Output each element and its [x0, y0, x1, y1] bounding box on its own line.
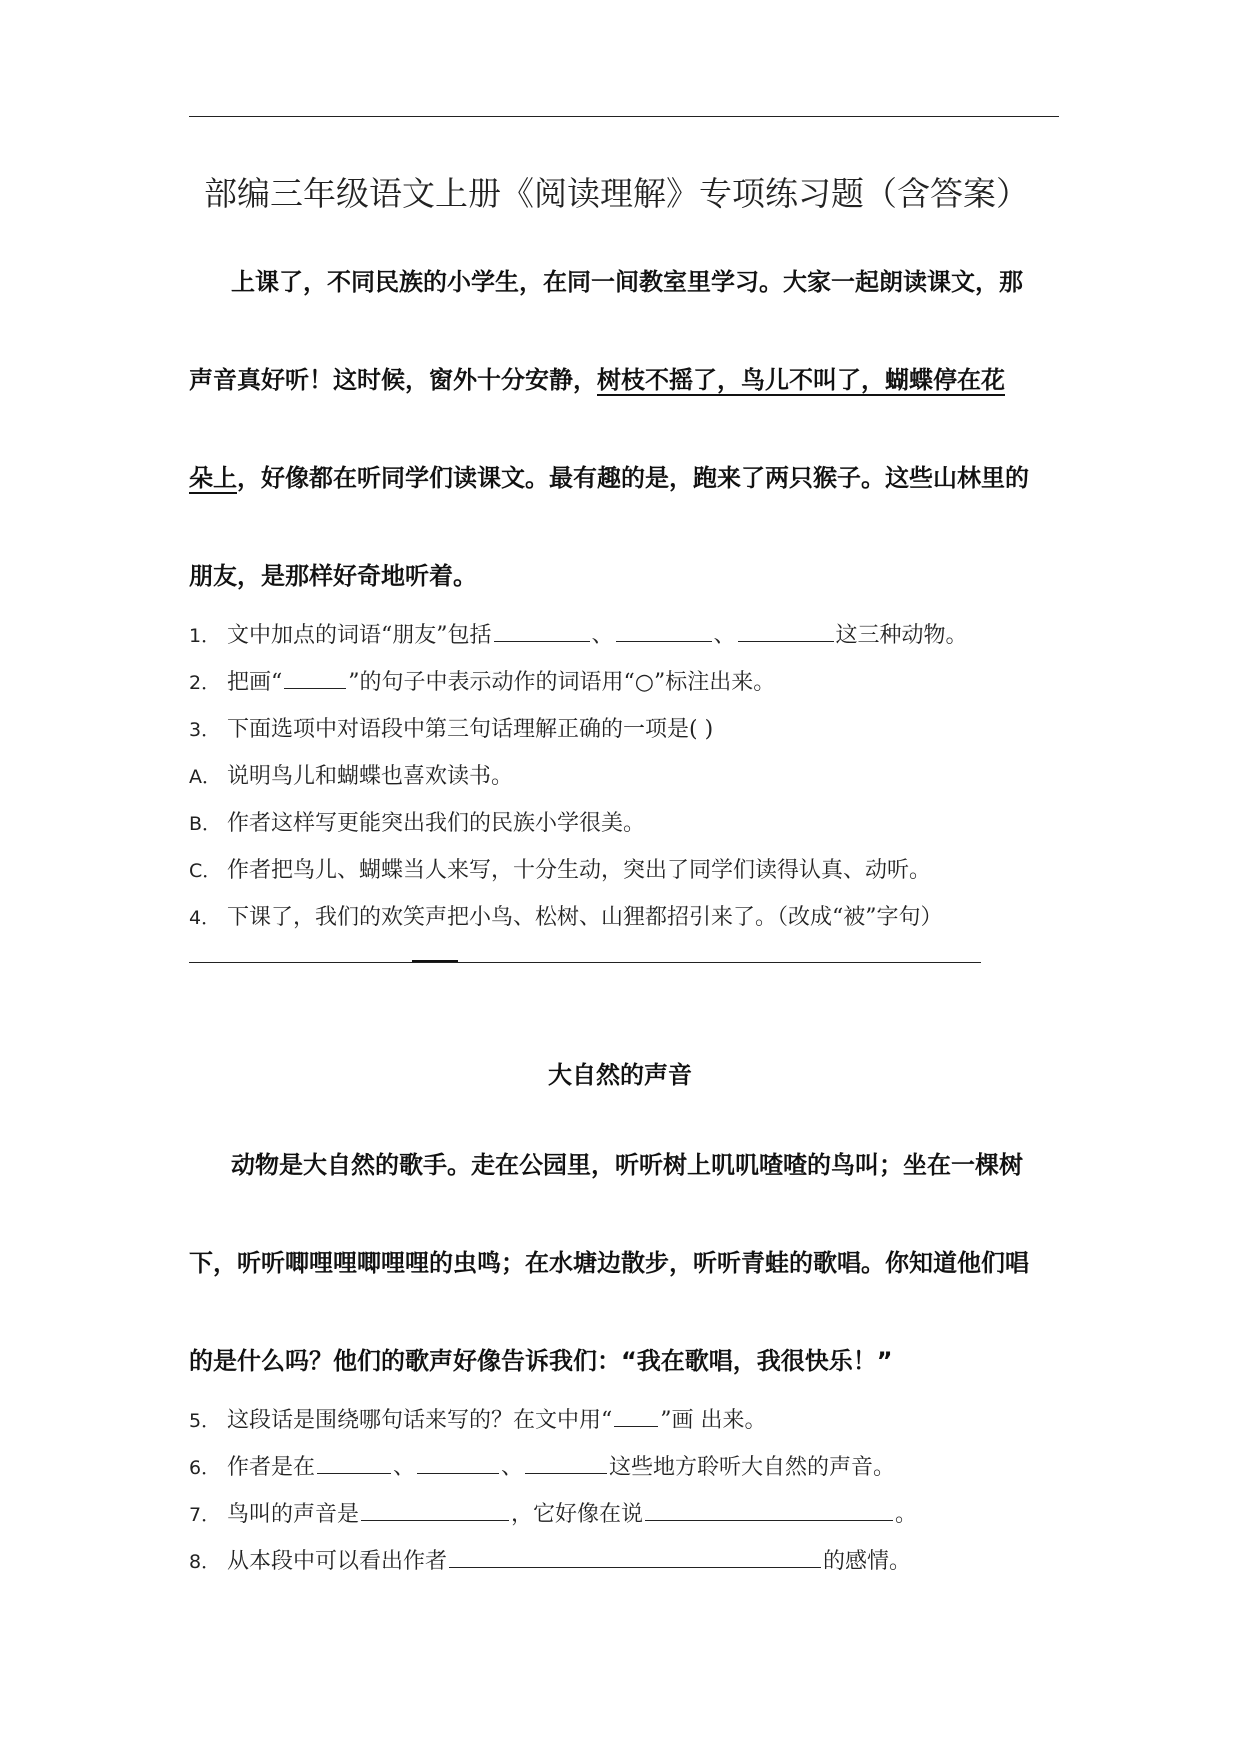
question-number: 1．: [189, 625, 221, 647]
passage2-line2: 下，听听唧哩哩唧哩哩的虫鸣；在水塘边散步，听听青蛙的歌唱。你知道他们唱: [189, 1249, 1029, 1277]
answer-blank[interactable]: [317, 1451, 391, 1474]
page-title: 部编三年级语文上册《阅读理解》专项练习题（含答案）: [204, 174, 1029, 213]
question-4: [189, 900, 943, 931]
passage1-line4: 朋友，是那样好奇地听着。: [189, 562, 477, 590]
underline-sample: [284, 666, 346, 689]
question-text: 鸟叫的声音是: [227, 1502, 360, 1527]
question-1: [189, 618, 968, 649]
question-text: 作者是在: [227, 1455, 316, 1480]
passage1-line3: [189, 458, 1029, 493]
question-number: 2．: [189, 672, 221, 694]
option-text: 作者这样写更能突出我们的民族小学很美。: [227, 811, 646, 836]
question-text: ”的句子中表示动作的词语用“○”标注出来。: [348, 670, 776, 695]
answer-line-mark: [412, 960, 458, 962]
question-text: 、: [591, 623, 614, 648]
question-8: [189, 1544, 911, 1575]
question-text: 下课了，我们的欢笑声把小鸟、松树、山狸都招引来了。（改成“被”字句）: [227, 905, 943, 930]
question-text: 。: [895, 1502, 918, 1527]
question-2: [189, 665, 775, 696]
answer-blank[interactable]: [738, 619, 834, 642]
question-number: 5．: [189, 1410, 221, 1432]
question-text: ，它好像在说: [511, 1502, 644, 1527]
option-letter: C．: [189, 860, 222, 882]
option-text: 作者把鸟儿、蝴蝶当人来写，十分生动，突出了同学们读得认真、动听。: [227, 858, 932, 883]
header-rule: [189, 116, 1059, 117]
question-text: 下面选项中对语段中第三句话理解正确的一项是( ): [227, 717, 714, 742]
answer-blank[interactable]: [616, 619, 712, 642]
answer-blank[interactable]: [494, 619, 590, 642]
option-letter: B．: [189, 813, 222, 835]
question-number: 4．: [189, 907, 221, 929]
answer-blank[interactable]: [525, 1451, 607, 1474]
passage1-line3-text: ，好像都在听同学们读课文。最有趣的是，跑来了两只猴子。这些山林里的: [237, 464, 1029, 492]
question-text: 、: [393, 1455, 416, 1480]
question-text: 从本段中可以看出作者: [227, 1549, 448, 1574]
question-text: 、: [713, 623, 736, 648]
option-a[interactable]: [189, 759, 513, 790]
question-text: 的感情。: [823, 1549, 912, 1574]
answer-blank[interactable]: [417, 1451, 499, 1474]
question-number: 6．: [189, 1457, 221, 1479]
option-b[interactable]: [189, 806, 645, 837]
passage1-line2: [189, 360, 1005, 395]
underlined-sentence: 树枝不摇了，鸟儿不叫了，蝴蝶停在花: [597, 366, 1005, 394]
option-c[interactable]: [189, 853, 931, 884]
passage1-line2-text: 声音真好听！这时候，窗外十分安静，: [189, 366, 597, 394]
question-text: 这段话是围绕哪句话来写的？在文中用“: [227, 1408, 613, 1433]
question-text: 这三种动物。: [835, 623, 968, 648]
passage2-line3: 的是什么吗？他们的歌声好像告诉我们：“我在歌唱，我很快乐！”: [189, 1347, 893, 1375]
question-text: 把画“: [227, 670, 283, 695]
passage1-line1: 上课了，不同民族的小学生，在同一间教室里学习。大家一起朗读课文，那: [231, 268, 1023, 296]
answer-blank[interactable]: [449, 1545, 821, 1568]
underlined-sentence-end: 朵上: [189, 464, 237, 492]
question-text: 、: [501, 1455, 524, 1480]
question-number: 7．: [189, 1504, 221, 1526]
question-7: [189, 1497, 917, 1528]
answer-line[interactable]: [189, 962, 981, 963]
question-number: 8．: [189, 1551, 221, 1573]
answer-blank[interactable]: [361, 1498, 509, 1521]
passage2-line1: 动物是大自然的歌手。走在公园里，听听树上叽叽喳喳的鸟叫；坐在一棵树: [231, 1151, 1023, 1179]
underline-sample: [614, 1404, 658, 1427]
question-5: [189, 1403, 767, 1434]
question-text: 这些地方聆听大自然的声音。: [609, 1455, 896, 1480]
option-letter: A．: [189, 766, 221, 788]
answer-blank[interactable]: [645, 1498, 893, 1521]
question-3: [189, 712, 713, 743]
section-title: 大自然的声音: [548, 1061, 692, 1089]
question-number: 3．: [189, 719, 221, 741]
question-text: ”画 出来。: [660, 1408, 767, 1433]
question-text: 文中加点的词语“朋友”包括: [227, 623, 492, 648]
option-text: 说明鸟儿和蝴蝶也喜欢读书。: [227, 764, 514, 789]
question-6: [189, 1450, 895, 1481]
